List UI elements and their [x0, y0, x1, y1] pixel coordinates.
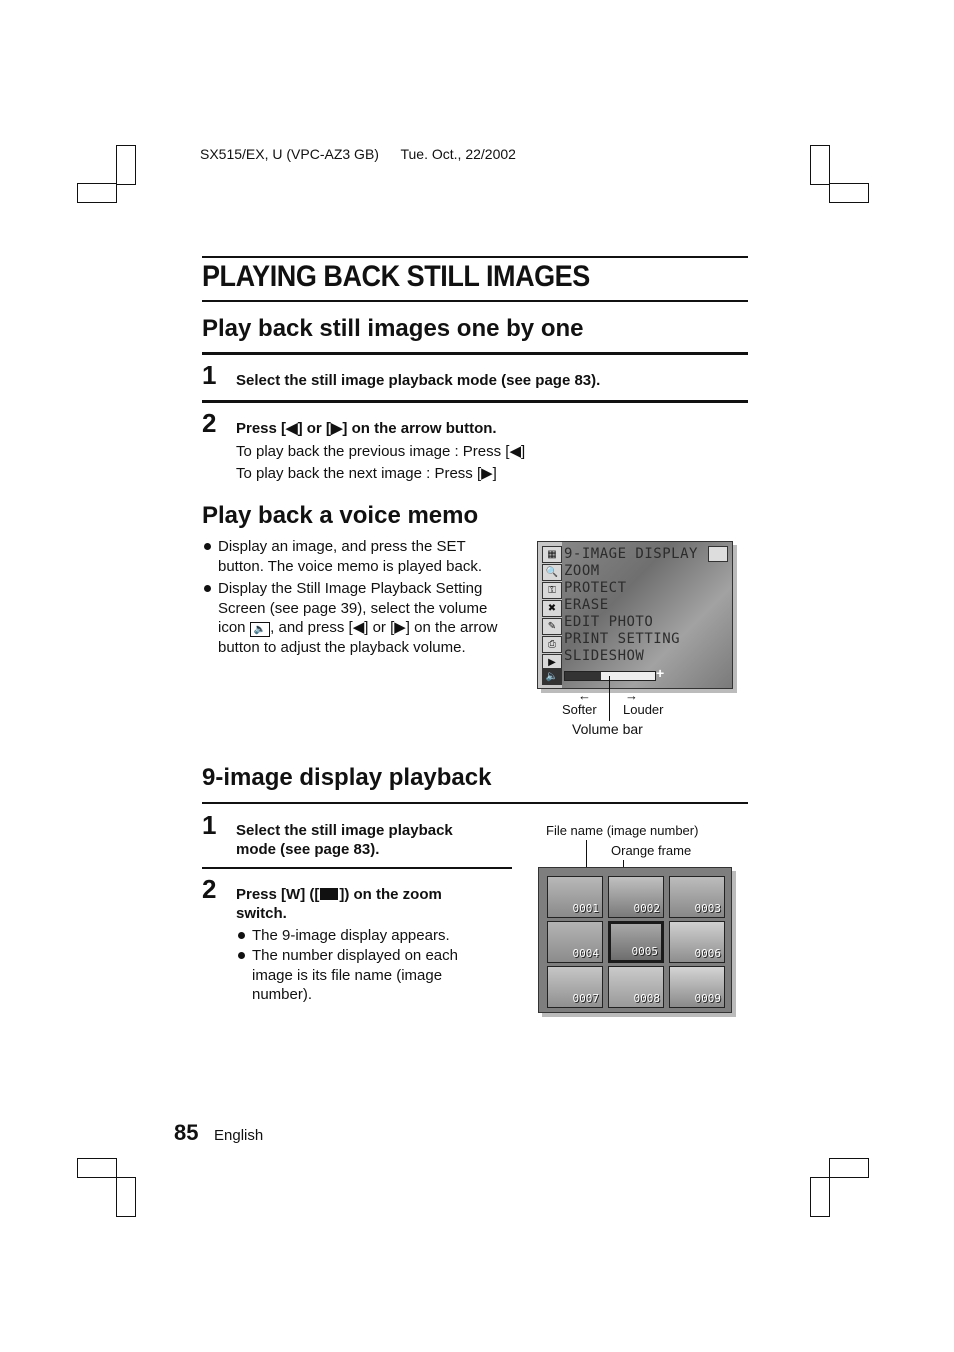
doc-date: Tue. Oct., 22/2002: [400, 146, 516, 162]
thumbnail[interactable]: 0004: [547, 921, 603, 963]
step-text: Select the still image playback mode (see page 83).: [236, 822, 453, 858]
caption-louder: Louder: [623, 702, 664, 717]
grid-icon: ▦: [542, 546, 562, 563]
thumbnail[interactable]: 0008: [608, 966, 664, 1008]
thumbnail[interactable]: 0009: [669, 966, 725, 1008]
caption-softer: Softer: [562, 702, 597, 717]
step-number: 2: [202, 408, 217, 438]
thumbnail-selected[interactable]: 0005: [608, 921, 664, 963]
title-rule-top: [202, 256, 748, 258]
section-heading: 9-image display playback: [202, 764, 492, 791]
slideshow-icon: ▶: [542, 654, 562, 671]
trash-icon: ✖: [542, 600, 562, 617]
zoom-icon: 🔍: [542, 564, 562, 581]
menu-item-label: ZOOM: [564, 563, 600, 579]
thumbnail[interactable]: 0007: [547, 966, 603, 1008]
menu-item-label: SLIDESHOW: [564, 648, 645, 664]
bullet-item: Display the Still Image Playback Setting Screen (see page 39), select the volume icon 🔈 , and press [◀] or [▶] on the arrow button to adjust the playback volume.: [218, 579, 508, 657]
menu-item-label: EDIT PHOTO: [564, 614, 654, 630]
header-line: [200, 146, 516, 162]
arrow-left-icon: ←: [578, 688, 591, 703]
print-icon: ⎙: [542, 636, 562, 653]
step-number: 2: [202, 874, 217, 904]
section-rule: [202, 802, 748, 804]
caption-file-name: File name (image number): [546, 823, 699, 838]
thumbnail[interactable]: 0006: [669, 921, 725, 963]
step-number: 1: [202, 360, 217, 390]
menu-item-label: PROTECT: [564, 580, 627, 596]
arrow-right-icon: →: [625, 688, 638, 703]
step-text: Press [W] ([ ]) on the zoom switch.: [236, 886, 442, 922]
step-text: Select the still image playback mode (see page 83).: [236, 372, 601, 389]
volume-bar: [564, 671, 656, 681]
thumbnail[interactable]: 0001: [547, 876, 603, 918]
section-heading: Play back a voice memo: [202, 502, 479, 529]
plus-icon: +: [656, 665, 665, 681]
section-heading: Play back still images one by one: [202, 315, 584, 342]
page-title: PLAYING BACK STILL IMAGES: [202, 260, 590, 293]
thumbnail[interactable]: 0003: [669, 876, 725, 918]
volume-icon: 🔈: [250, 622, 270, 637]
nine-image-screen: [538, 867, 732, 1013]
menu-item-label: ERASE: [564, 597, 609, 613]
display-icon: [708, 546, 728, 562]
step-rule: [202, 867, 512, 869]
crop-mark: [116, 145, 136, 185]
speaker-icon: 🔈: [542, 668, 562, 685]
step-rule: [202, 400, 748, 403]
thumbnail[interactable]: 0002: [608, 876, 664, 918]
caption-volume-bar: Volume bar: [572, 721, 643, 737]
leader-line: [609, 676, 610, 721]
menu-item-label: PRINT SETTING: [564, 631, 681, 647]
crop-mark: [810, 1177, 830, 1217]
caption-orange-frame: Orange frame: [611, 843, 692, 858]
crop-mark: [810, 145, 830, 185]
key-icon: ⚿: [542, 582, 562, 599]
page-number: 85: [174, 1120, 199, 1145]
edit-icon: ✎: [542, 618, 562, 635]
menu-item-label: 9-IMAGE DISPLAY: [564, 546, 698, 562]
crop-mark: [829, 1158, 869, 1178]
step-text: Press [◀] or [▶] on the arrow button.: [236, 420, 497, 437]
page-language: English: [214, 1127, 264, 1144]
bullet-item: Display an image, and press the SET button. The voice memo is played back.: [218, 537, 508, 576]
step-number: 1: [202, 810, 217, 840]
crop-mark: [829, 183, 869, 203]
crop-mark: [77, 183, 117, 203]
doc-id: SX515/EX, U (VPC-AZ3 GB): [200, 146, 379, 162]
step-detail: To play back the previous image : Press [◀]: [236, 443, 526, 460]
section-rule: [202, 352, 748, 355]
crop-mark: [116, 1177, 136, 1217]
title-rule-bottom: [202, 300, 748, 302]
grid-icon: [320, 888, 338, 900]
playback-settings-screen: [537, 541, 733, 689]
bullet-item: The 9-image display appears.: [252, 926, 492, 946]
step-detail: To play back the next image : Press [▶]: [236, 465, 497, 482]
bullet-item: The number displayed on each image is its file name (image number).: [252, 946, 492, 1005]
crop-mark: [77, 1158, 117, 1178]
